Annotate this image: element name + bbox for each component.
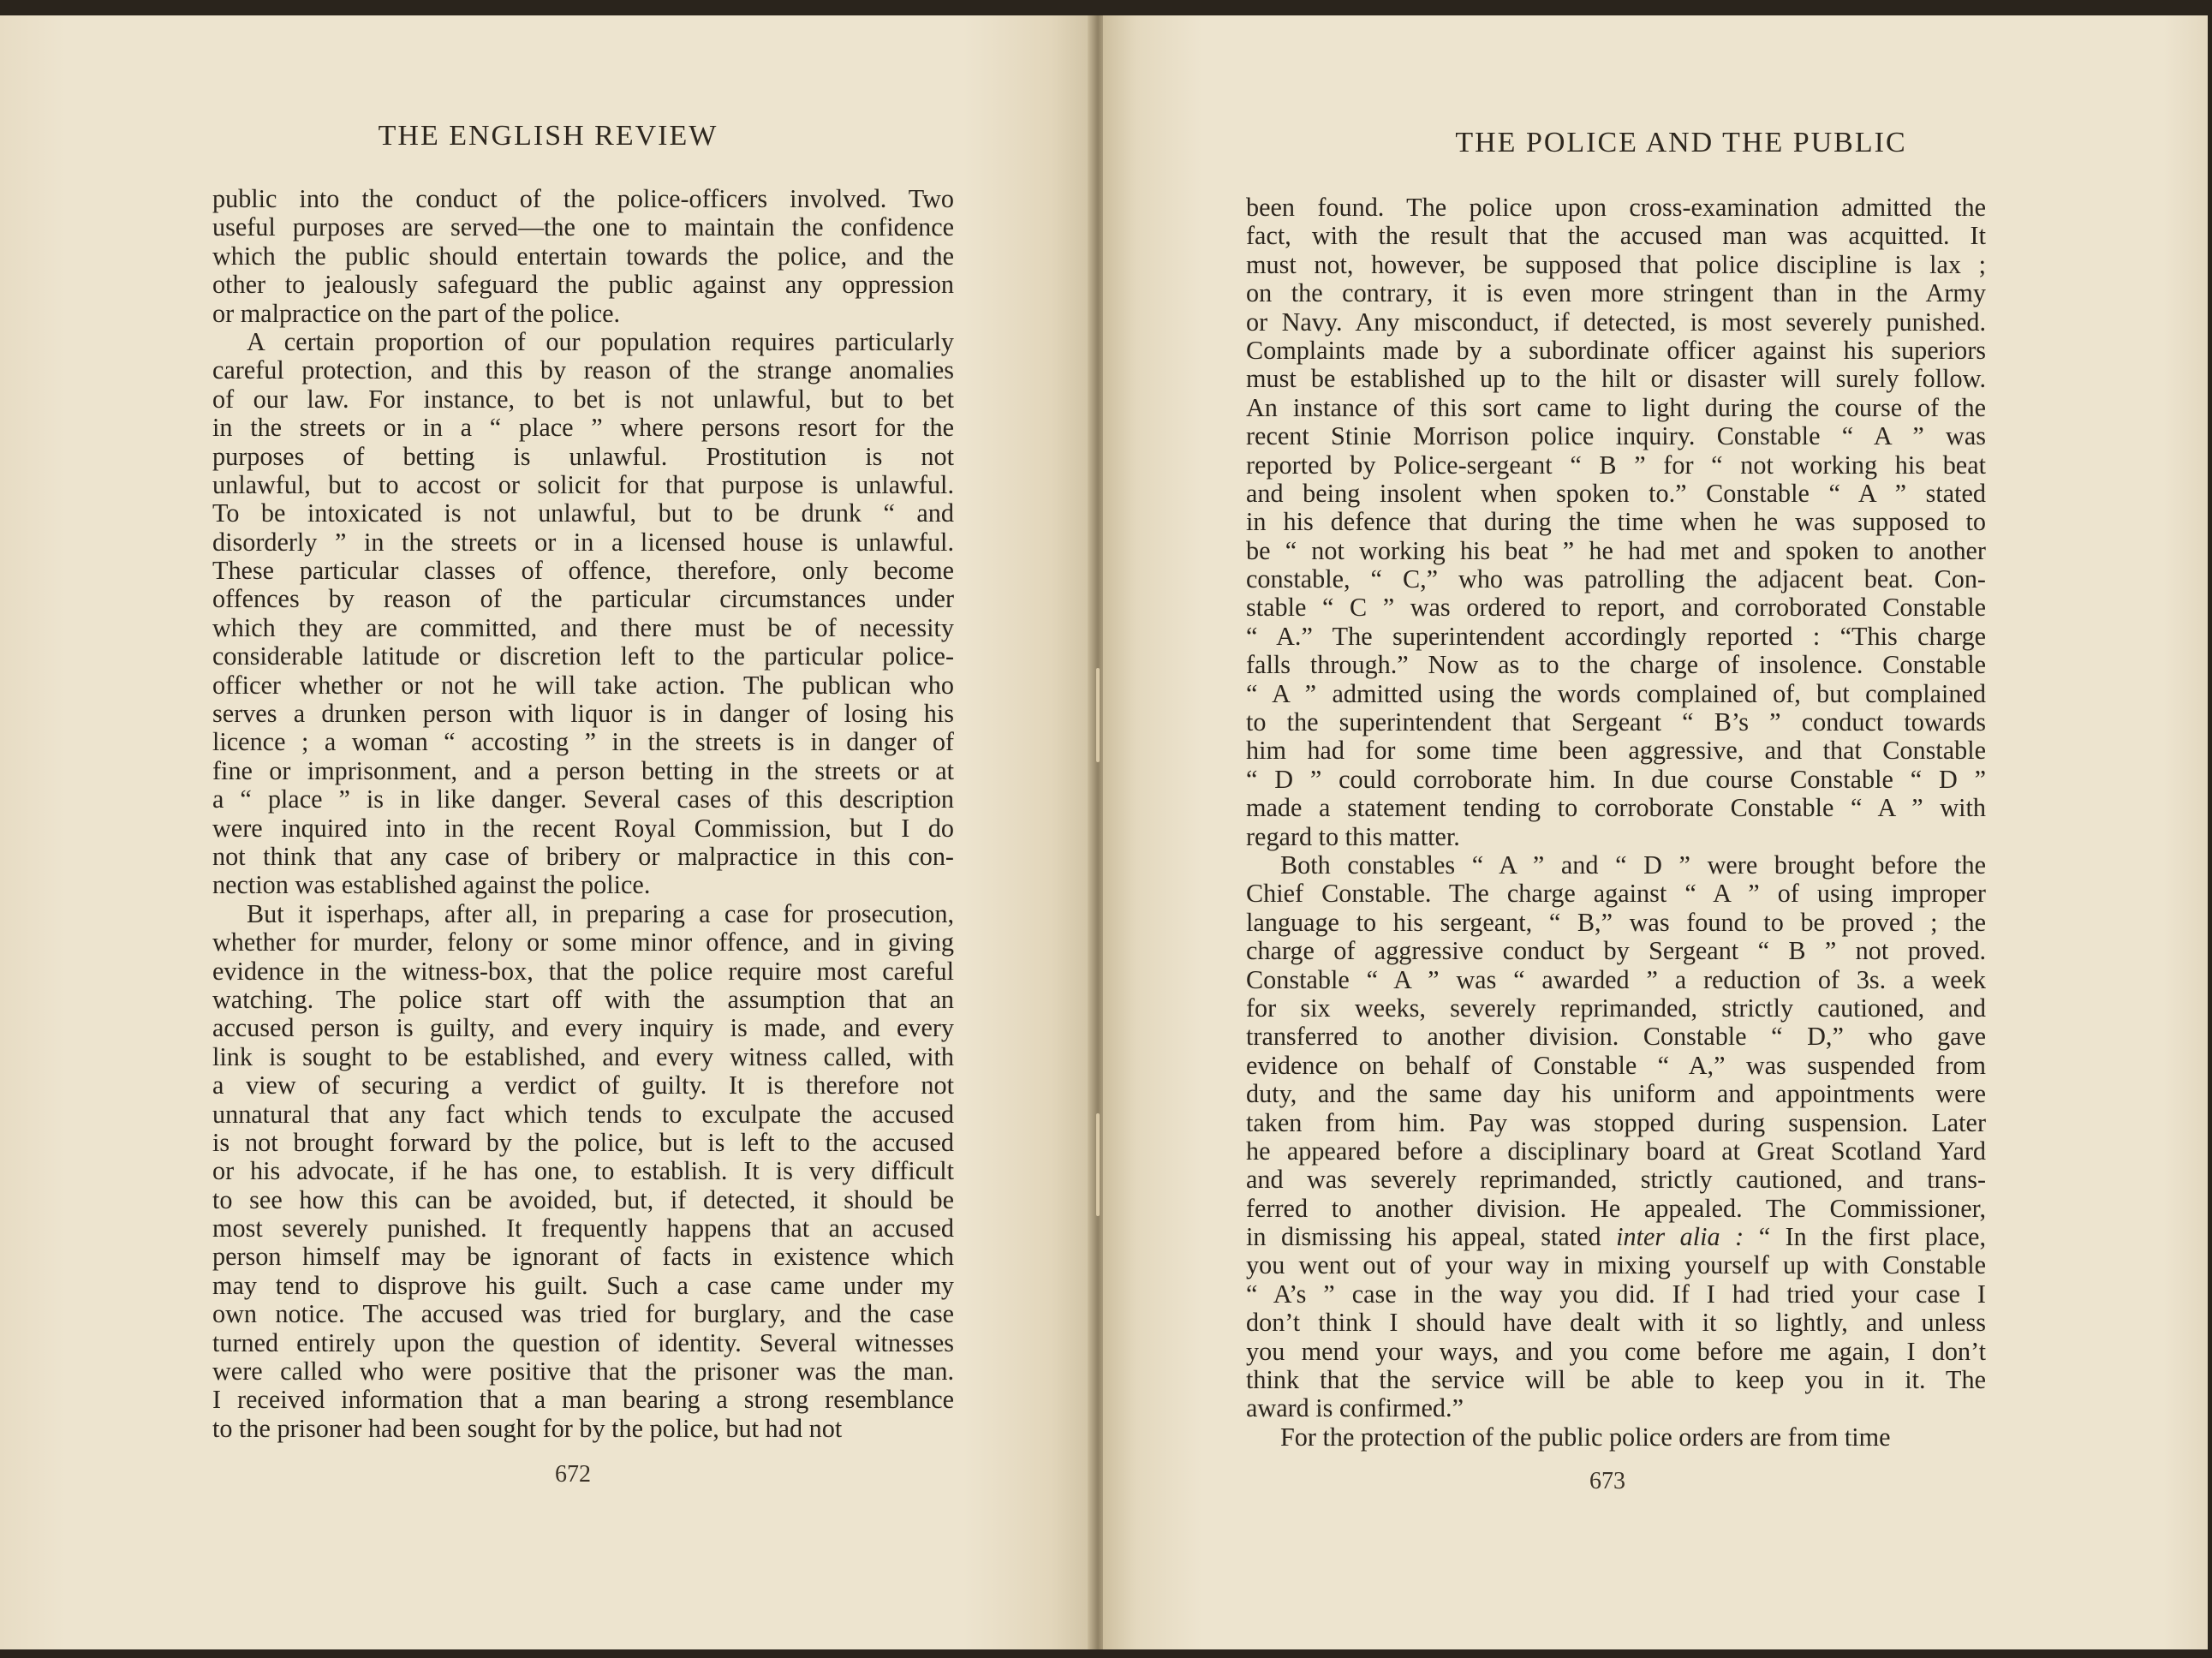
text-line: whether for murder, felony or some minor offence, and in giving <box>212 927 954 957</box>
running-head-right: THE POLICE AND THE PUBLIC <box>1455 127 1907 158</box>
text-line: on the contrary, it is even more stringent than in the Army <box>1246 278 1986 308</box>
text-line: An instance of this sort came to light during the course of the <box>1246 392 1986 422</box>
text-line: charge of aggressive conduct by Sergeant “ B ” not proved. <box>1246 936 1986 966</box>
text-line: person himself may be ignorant of facts in existence which <box>212 1242 954 1272</box>
text-line: think that the service will be able to keep you in it. The <box>1246 1365 1986 1395</box>
text-line: To be intoxicated is not unlawful, but to be drunk “ and <box>212 498 954 528</box>
text-line: regard to this matter. <box>1246 821 1460 851</box>
page-number-left: 672 <box>555 1461 591 1488</box>
text-line: a view of securing a verdict of guilty. It is therefore not <box>212 1071 954 1100</box>
text-line: not think that any case of bribery or malpractice in this con- <box>212 841 954 871</box>
text-line: taken from him. Pay was stopped during suspension. Later <box>1246 1107 1986 1137</box>
text-line: were inquired into in the recent Royal Commission, but I do <box>212 813 954 843</box>
page-number-right: 673 <box>1589 1468 1625 1494</box>
text-line: serves a drunken person with liquor is in danger of losing his <box>212 699 954 729</box>
text-line: or his advocate, if he has one, to establish. It is very difficult <box>212 1156 954 1186</box>
text-line: useful purposes are served—the one to maintain the confidence <box>212 212 954 242</box>
text-line: for six weeks, severely reprimanded, strictly cautioned, and <box>1246 993 1986 1023</box>
text-line: evidence in the witness-box, that the police require most careful <box>212 956 954 986</box>
text-line: were called who were positive that the prisoner was the man. <box>212 1357 954 1387</box>
text-line: in his defence that during the time when he was supposed to <box>1246 507 1986 537</box>
text-line: offences by reason of the particular circumstances under <box>212 584 954 614</box>
text-line: of our law. For instance, to bet is not unlawful, but to bet <box>212 384 954 414</box>
right-page <box>1103 15 2208 1649</box>
text-line: must be established up to the hilt or disaster will surely follow. <box>1246 364 1986 394</box>
text-line: Chief Constable. The charge against “ A ” of using improper <box>1246 879 1986 909</box>
text-line: which the public should entertain towards the police, and the <box>212 241 954 271</box>
text-line: language to his sergeant, “ B,” was found to be proved ; the <box>1246 907 1986 937</box>
text-line: may tend to disprove his guilt. Such a case came under my <box>212 1270 954 1300</box>
text-line-tail: “ In the first place, <box>1744 1222 1986 1252</box>
left-page <box>0 15 1094 1649</box>
text-line: fact, with the result that the accused man was acquitted. It <box>1246 221 1986 251</box>
text-line: fine or imprisonment, and a person betting in the streets or at <box>212 755 954 785</box>
text-line: or malpractice on the part of the police. <box>212 298 621 328</box>
text-line: duty, and the same day his uniform and appointments were <box>1246 1079 1986 1109</box>
text-line: accused person is guilty, and every inquiry is made, and every <box>212 1013 954 1043</box>
text-line: he appeared before a disciplinary board at Great Scotland Yard <box>1246 1136 1986 1166</box>
text-line: which they are committed, and there must be of necessity <box>212 612 954 642</box>
text-line: transferred to another division. Constable “ D,” who gave <box>1246 1022 1986 1052</box>
text-line: For the protection of the public police orders are from time <box>1280 1422 1891 1452</box>
text-line: “ A ” admitted using the words complained of, but complained <box>1246 678 1986 708</box>
text-line: to the prisoner had been sought for by the police, but had not <box>212 1413 843 1443</box>
text-line: or Navy. Any misconduct, if detected, is most severely punished. <box>1246 307 1986 337</box>
text-line: A certain proportion of our population requires particularly <box>247 326 954 356</box>
text-line: is not brought forward by the police, but is left to the accused <box>212 1127 954 1157</box>
text-line: other to jealously safeguard the public against any oppression <box>212 270 954 300</box>
text-line: officer whether or not he will take action. The publican who <box>212 670 954 700</box>
running-head-left: THE ENGLISH REVIEW <box>378 120 718 152</box>
text-line: award is confirmed.” <box>1246 1393 1464 1423</box>
text-line: been found. The police upon cross-examination admitted the <box>1246 193 1986 222</box>
text-line: “ D ” could corroborate him. In due course Constable “ D ” <box>1246 764 1986 794</box>
text-line: “ A.” The superintendent accordingly reported : “This charge <box>1246 621 1986 651</box>
text-line: evidence on behalf of Constable “ A,” was suspended from <box>1246 1050 1986 1080</box>
text-line: made a statement tending to corroborate Constable “ A ” with <box>1246 793 1986 823</box>
text-line-lead: in dismissing his appeal, stated <box>1246 1222 1617 1252</box>
text-line: you went out of your way in mixing yourself up with Constable <box>1246 1250 1986 1280</box>
text-line: falls through.” Now as to the charge of insolence. Constable <box>1246 650 1986 680</box>
binding-thread <box>1096 1113 1100 1216</box>
text-line: recent Stinie Morrison police inquiry. Constable “ A ” was <box>1246 421 1986 451</box>
text-line: reported by Police-sergeant “ B ” for “ not working his beat <box>1246 450 1986 480</box>
text-line: don’t think I should have dealt with it so lightly, and unless <box>1246 1308 1986 1338</box>
text-line: and being insolent when spoken to.” Constable “ A ” stated <box>1246 478 1986 508</box>
text-line: to see how this can be avoided, but, if detected, it should be <box>212 1184 954 1214</box>
text-line: disorderly ” in the streets or in a licensed house is unlawful. <box>212 527 954 557</box>
text-line: unlawful, but to accost or solicit for that purpose is unlawful. <box>212 469 954 499</box>
italic-phrase: inter alia : <box>1616 1222 1744 1252</box>
text-line: in the streets or in a “ place ” where persons resort for the <box>212 413 954 443</box>
text-line: and was severely reprimanded, strictly cautioned, and trans- <box>1246 1165 1986 1195</box>
text-line: But it isperhaps, after all, in preparing a case for prosecution, <box>247 898 954 928</box>
text-line: must not, however, be supposed that police discipline is lax ; <box>1246 249 1986 279</box>
left-body-text <box>212 185 954 1443</box>
binding-thread <box>1096 668 1100 762</box>
text-line: careful protection, and this by reason of the strange anomalies <box>212 355 954 385</box>
text-line: ferred to another division. He appealed. The Commissioner, <box>1246 1193 1986 1223</box>
text-line: considerable latitude or discretion left to the particular police- <box>212 641 954 671</box>
text-line: These particular classes of offence, therefore, only become <box>212 556 954 586</box>
text-line: Constable “ A ” was “ awarded ” a reduction of 3s. a week <box>1246 964 1986 994</box>
text-line: turned entirely upon the question of identity. Several witnesses <box>212 1327 954 1357</box>
text-line: public into the conduct of the police-officers involved. Two <box>212 184 954 213</box>
text-line: link is sought to be established, and every witness called, with <box>212 1041 954 1071</box>
text-line: licence ; a woman “ accosting ” in the streets is in danger of <box>212 727 954 757</box>
text-line: stable “ C ” was ordered to report, and corroborated Constable <box>1246 593 1986 623</box>
text-line: watching. The police start off with the assumption that an <box>212 984 954 1014</box>
text-line: be “ not working his beat ” he had met and spoken to another <box>1246 535 1986 565</box>
text-line: constable, “ C,” who was patrolling the adjacent beat. Con- <box>1246 564 1986 594</box>
text-line: Both constables “ A ” and “ D ” were brought before the <box>1280 850 1986 880</box>
text-line <box>1246 1223 1986 1251</box>
text-line: to the superintendent that Sergeant “ B’s ” conduct towards <box>1246 707 1986 737</box>
text-line: him had for some time been aggressive, and that Constable <box>1246 736 1986 766</box>
text-line: most severely punished. It frequently happens that an accused <box>212 1214 954 1244</box>
text-line: unnatural that any fact which tends to exculpate the accused <box>212 1099 954 1129</box>
text-line: nection was established against the police. <box>212 870 651 900</box>
text-line: “ A’s ” case in the way you did. If I had tried your case I <box>1246 1279 1986 1309</box>
text-line: you mend your ways, and you come before me again, I don’t <box>1246 1336 1986 1366</box>
text-line: purposes of betting is unlawful. Prostitution is not <box>212 441 954 471</box>
text-line: I received information that a man bearing a strong resemblance <box>212 1385 954 1415</box>
right-body-text <box>1246 194 1986 1452</box>
text-line: own notice. The accused was tried for burglary, and the case <box>212 1299 954 1329</box>
text-line: a “ place ” is in like danger. Several cases of this description <box>212 784 954 814</box>
text-line: Complaints made by a subordinate officer against his superiors <box>1246 335 1986 365</box>
